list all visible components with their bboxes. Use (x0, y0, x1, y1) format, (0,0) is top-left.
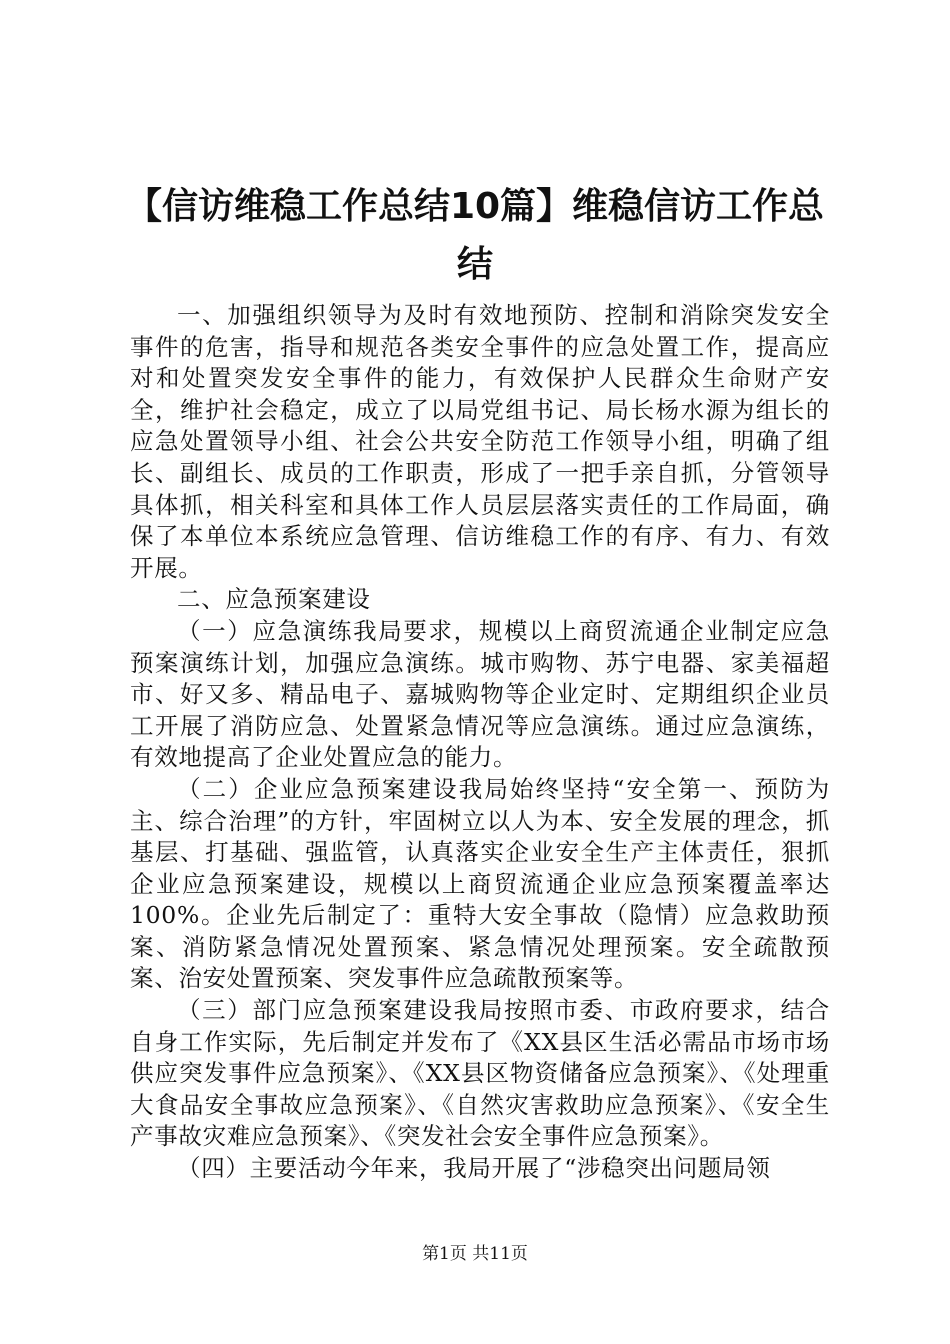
paragraph-department-plans: （三）部门应急预案建设我局按照市委、市政府要求，结合自身工作实际，先后制定并发布了《XX县区生活必需品市场市场供应突发事件应急预案》、《XX县区物资储备应急预案》、《处理重大食品安全事故应急预案》、《自然灾害救助应急预案》、《安全生产事故灾难应急预案》、《突发社会安全事件应急预案》。 (130, 996, 830, 1151)
paragraph-main-activities: （四）主要活动今年来，我局开展了“涉稳突出问题局领 (177, 1154, 771, 1183)
document-title: 【信访维稳工作总结10篇】维稳信访工作总结 (125, 186, 825, 285)
page-footer: 第1页 共11页 (422, 1244, 528, 1264)
section-heading-emergency-plans: 二、应急预案建设 (177, 585, 371, 614)
document-body (130, 300, 830, 1185)
paragraph-emergency-drills: （一）应急演练我局要求，规模以上商贸流通企业制定应急预案演练计划，加强应急演练。城市购物、苏宁电器、家美福超市、好又多、精品电子、嘉城购物等企业定时、定期组织企业员工开展了消防应急、处置紧急情况等应急演练。通过应急演练，有效地提高了企业处置应急的能力。 (130, 616, 830, 772)
paragraph-enterprise-plans: （二）企业应急预案建设我局始终坚持“安全第一、预防为主、综合治理”的方针，牢固树立以人为本、安全发展的理念，抓基层、打基础、强监管，认真落实企业安全生产主体责任，狠抓企业应急预案建设，规模以上商贸流通企业应急预案覆盖率达100%。企业先后制定了：重特大安全事故（隐情）应急救助预案、消防紧急情况处置预案、紧急情况处理预案。安全疏散预案、治安处置预案、突发事件应急疏散预案等。 (130, 774, 830, 993)
paragraph-organization: 一、加强组织领导为及时有效地预防、控制和消除突发安全事件的危害，指导和规范各类安全事件的应急处置工作，提高应对和处置突发安全事件的能力，有效保护人民群众生命财产安全，维护社会稳定，成立了以局党组书记、局长杨水源为组长的应急处置领导小组、社会公共安全防范工作领导小组，明确了组长、副组长、成员的工作职责，形成了一把手亲自抓，分管领导具体抓，相关科室和具体工作人员层层落实责任的工作局面，确保了本单位本系统应急管理、信访维稳工作的有序、有力、有效开展。 (130, 301, 830, 582)
